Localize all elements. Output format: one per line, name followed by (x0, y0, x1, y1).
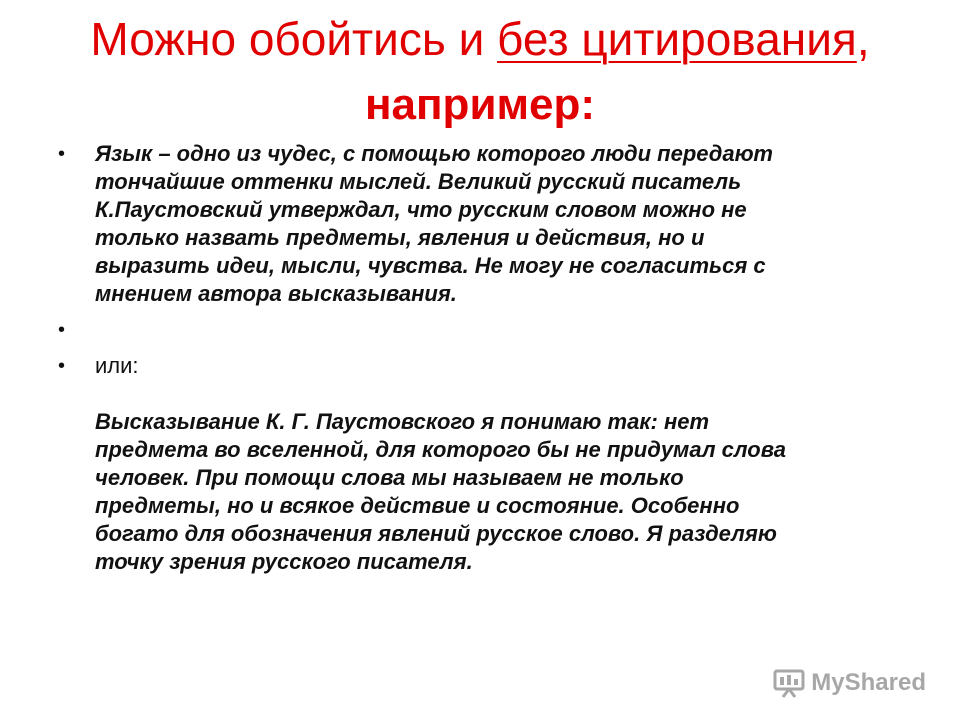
title-part-3: , (856, 13, 870, 65)
presentation-screen-icon (773, 668, 807, 698)
or-label: или: (95, 353, 139, 378)
watermark-text: MyShared (811, 669, 926, 696)
bullet-marker-1: • (58, 143, 66, 165)
slide-subtitle: например: (364, 80, 596, 129)
title-part-1: Можно обойтись и (90, 13, 498, 65)
slide-title (0, 10, 960, 68)
second-paragraph: Высказывание К. Г. Паустовского я понимаю так: нет предмета во вселенной, для которого бы не придумал слова человек. При помощи слова мы называем не только предметы, но и всякое действие и состояние. Особенно богато для обозначения явлений русское слово. Я разделяю точку зрения русского писателя. (95, 409, 786, 574)
title-underlined-part: без цитирования (497, 13, 857, 65)
bullet-marker-3: • (58, 355, 66, 377)
bullet-marker-2: • (58, 319, 66, 341)
first-paragraph: Язык – одно из чудес, с помощью которого люди передают тончайшие оттенки мыслей. Великий русский писатель К.Паустовский утверждал, что русским словом можно не только назвать предметы, явления и действия, но и выразить идеи, мысли, чувства. Не могу не согласиться с мнением автора высказывания. (95, 141, 773, 306)
watermark-logo (773, 668, 926, 698)
